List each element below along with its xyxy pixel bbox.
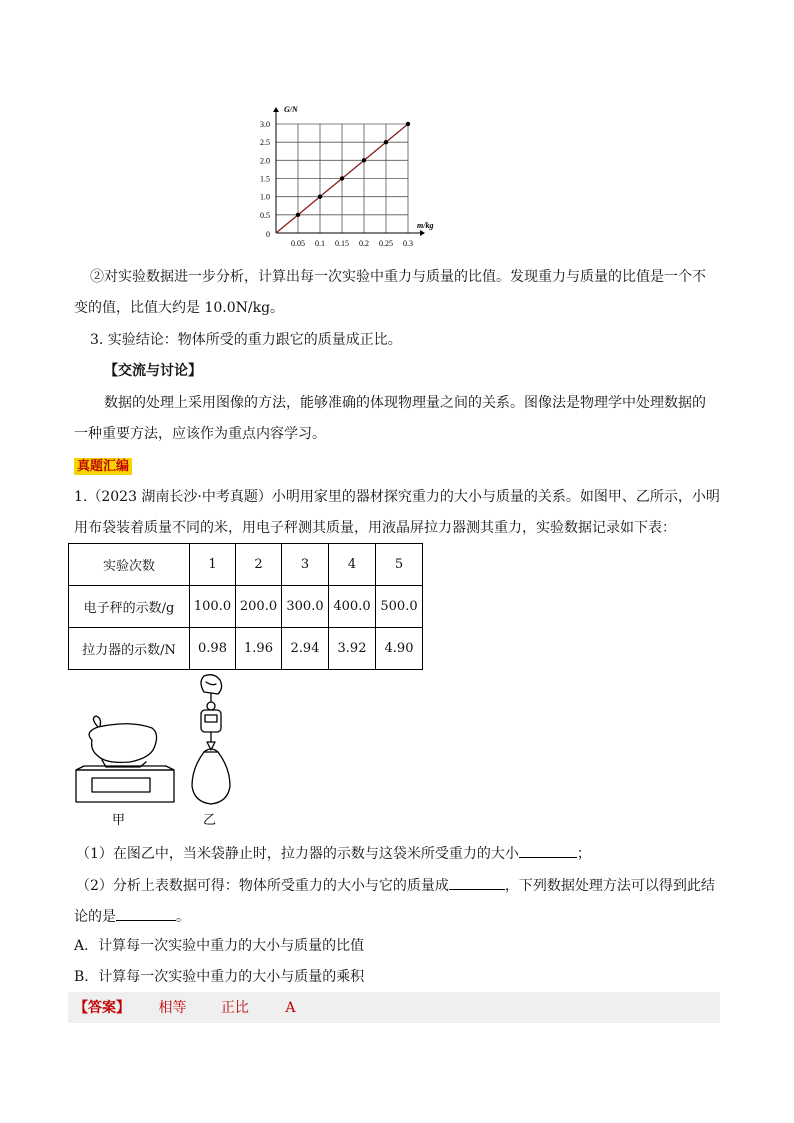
- x-axis-arrow: [420, 230, 425, 236]
- table-cell: 2.94: [282, 628, 329, 670]
- sub-question-2-line-1: [76, 875, 715, 896]
- table-cell: 1: [190, 544, 236, 586]
- table-cell: 实验次数: [69, 544, 190, 586]
- x-axis-label: m/kg: [417, 221, 434, 230]
- chart-marks: [276, 122, 410, 233]
- y-tick-label: 1.5: [260, 174, 270, 184]
- y-tick-label: 2.5: [260, 138, 270, 148]
- discussion-line-2: 一种重要方法，应该作为重点内容学习。: [74, 426, 326, 442]
- sub-question-2-line2-text: 论的是: [74, 909, 116, 925]
- table-cell: 2: [236, 544, 282, 586]
- sub-question-1-text: （1）在图乙中，当米袋静止时，拉力器的示数与这袋米所受重力的大小: [76, 846, 519, 862]
- sub-question-2-line-2: [74, 906, 190, 927]
- answer-item: 相等: [158, 1000, 187, 1016]
- gravity-mass-chart: [240, 100, 440, 250]
- table-header-row: [69, 544, 423, 586]
- scale-and-hanging-bag-illustration: [70, 672, 250, 832]
- answer-blank-3[interactable]: [116, 906, 176, 921]
- table-cell: 200.0: [236, 586, 282, 628]
- option-b: B．计算每一次实验中重力的大小与质量的乘积: [74, 969, 365, 985]
- option-a: A．计算每一次实验中重力的大小与质量的比值: [74, 938, 365, 954]
- discussion-heading: 【交流与讨论】: [104, 363, 202, 379]
- x-tick-label: 0.2: [359, 239, 369, 248]
- table-cell: 3.92: [329, 628, 376, 670]
- data-point: [362, 158, 366, 162]
- table-cell: 4.90: [376, 628, 423, 670]
- table-cell: 0.98: [190, 628, 236, 670]
- table-cell: 5: [376, 544, 423, 586]
- discussion-line-1: 数据的处理上采用图像的方法，能够准确的体现物理量之间的关系。图像法是物理学中处理数据的: [104, 395, 706, 411]
- sub-question-2-text: （2）分析上表数据可得：物体所受重力的大小与它的质量成: [76, 878, 449, 894]
- data-point: [296, 213, 300, 217]
- table-row: [69, 586, 423, 628]
- origin-label: 0: [266, 230, 270, 239]
- answer-label: 【答案】: [74, 1000, 130, 1016]
- answer-item: A: [285, 1000, 296, 1016]
- analysis-line-2: 变的值，比值大约是 10.0N/kg。: [74, 300, 285, 316]
- table-cell: 400.0: [329, 586, 376, 628]
- x-tick-label: 0.05: [291, 239, 305, 248]
- y-tick-label: 0.5: [260, 210, 270, 220]
- x-tick-label: 0.3: [403, 239, 413, 248]
- table-cell: 拉力器的示数/N: [69, 628, 190, 670]
- data-point: [406, 122, 410, 126]
- x-tick-label: 0.15: [335, 239, 349, 248]
- answer-row: [74, 998, 295, 1018]
- y-tick-label: 3.0: [260, 120, 270, 129]
- x-tick-label: 0.25: [379, 239, 393, 248]
- table-row: [69, 628, 423, 670]
- table-cell: 300.0: [282, 586, 329, 628]
- y-axis-arrow: [273, 107, 279, 112]
- data-table: [68, 543, 423, 670]
- table-cell: 500.0: [376, 586, 423, 628]
- question-line-2: 用布袋装着质量不同的米，用电子秤测其质量，用液晶屏拉力器测其重力，实验数据记录如下表：: [74, 520, 676, 536]
- analysis-line-1: ②对实验数据进一步分析，计算出每一次实验中重力与质量的比值。发现重力与质量的比值是一个不: [90, 269, 706, 285]
- sub-question-2-mid: ，下列数据处理方法可以得到此结: [504, 878, 715, 894]
- y-tick-label: 1.0: [260, 192, 270, 202]
- y-tick-label: 2.0: [260, 156, 270, 166]
- question-line-1: 1.（2023 湖南长沙·中考真题）小明用家里的器材探究重力的大小与质量的关系。如图甲、乙所示，小明: [74, 489, 720, 505]
- data-point: [318, 194, 322, 198]
- table-cell: 4: [329, 544, 376, 586]
- answer-blank-2[interactable]: [449, 875, 505, 890]
- sub-question-2-end: 。: [176, 909, 190, 925]
- table-cell: 100.0: [190, 586, 236, 628]
- figure-label-yi: 乙: [203, 813, 217, 828]
- data-point: [340, 176, 344, 180]
- table-cell: 电子秤的示数/g: [69, 586, 190, 628]
- section-tag: 真题汇编: [74, 458, 132, 475]
- table-cell: 3: [282, 544, 329, 586]
- figure-label-jia: 甲: [112, 813, 126, 828]
- data-point: [384, 140, 388, 144]
- answer-item: 正比: [220, 1000, 249, 1016]
- sub-question-1-end: ；: [576, 846, 591, 862]
- sub-question-1: [76, 843, 591, 864]
- x-tick-label: 0.1: [315, 239, 325, 248]
- conclusion-text: 3. 实验结论：物体所受的重力跟它的质量成正比。: [90, 332, 402, 348]
- table-cell: 1.96: [236, 628, 282, 670]
- y-axis-label: G/N: [284, 105, 298, 114]
- answer-blank-1[interactable]: [519, 843, 577, 858]
